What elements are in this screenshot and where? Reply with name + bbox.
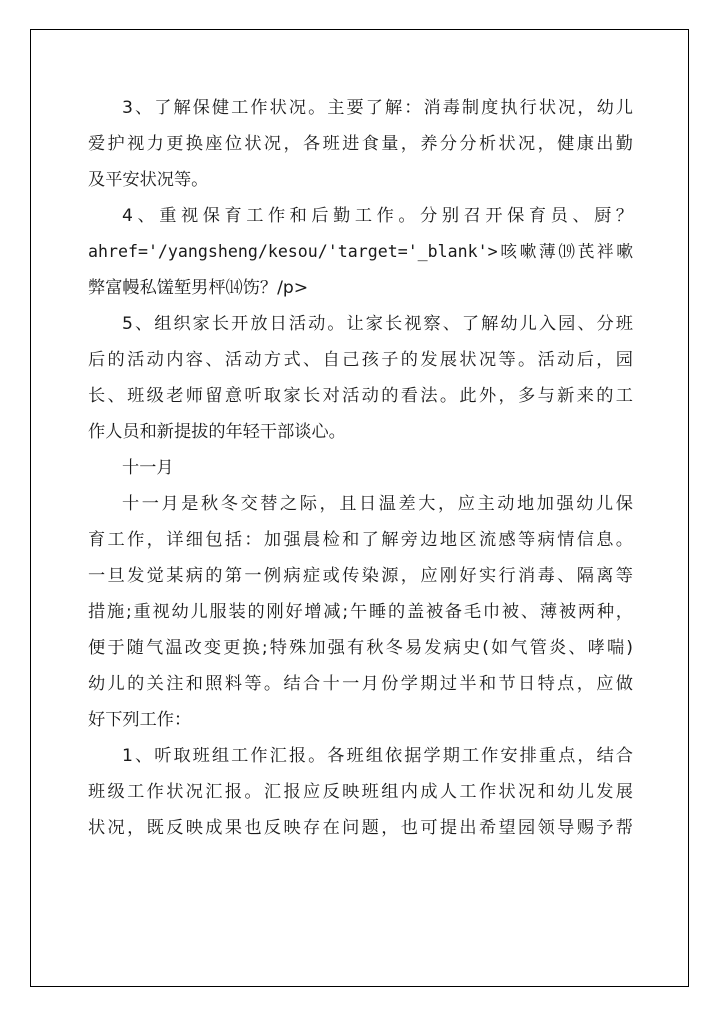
text-line: 3、了解保健工作状况。主要了解：消毒制度执行状况，幼儿 — [122, 98, 633, 118]
text-line: 便于随气温改变更换;特殊加强有秋冬易发病史(如气管炎、哮喘) — [88, 638, 633, 658]
text-line: 状况，既反映成果也反映存在问题，也可提出希望园领导赐予帮 — [88, 818, 633, 838]
paragraph-november-intro — [88, 486, 633, 738]
text-line: 措施;重视幼儿服装的刚好增减;午睡的盖被备毛巾被、薄被两种， — [88, 602, 633, 622]
text-line: 5、组织家长开放日活动。让家长视察、了解幼儿入园、分班 — [122, 314, 633, 334]
text-line: 长、班级老师留意听取家长对活动的看法。此外，多与新来的工 — [88, 386, 633, 406]
text-line: 班级工作状况汇报。汇报应反映班组内成人工作状况和幼儿发展 — [88, 782, 633, 802]
paragraph-logistics — [88, 198, 633, 306]
text-line: 育工作，详细包括：加强晨检和了解旁边地区流感等病情信息。 — [88, 530, 633, 550]
text-line: ahref='/yangsheng/kesou/'target='_blank'>咳嗽薄⒆芪袢嗽 — [88, 242, 633, 261]
text-line: 作人员和新提拔的年轻干部谈心。 — [88, 422, 346, 442]
text-line: 好下列工作： — [88, 710, 192, 730]
text-line: 后的活动内容、活动方式、自己孩子的发展状况等。活动后，园 — [88, 350, 633, 370]
text-line: 及平安状况等。 — [88, 170, 209, 190]
section-heading-november — [88, 450, 633, 486]
paragraph-open-day — [88, 306, 633, 450]
text-line: 十一月是秋冬交替之际，且日温差大，应主动地加强幼儿保 — [122, 494, 633, 514]
paragraph-class-reports — [88, 738, 633, 846]
text-line: 爱护视力更换座位状况，各班进食量，养分分析状况，健康出勤 — [88, 134, 633, 154]
document-body — [88, 90, 633, 846]
text-line: 弊富幔私馐堑男枰⒁饬？/p> — [88, 278, 309, 298]
text-line: 1、听取班组工作汇报。各班组依据学期工作安排重点，结合 — [122, 746, 633, 766]
paragraph-health-check — [88, 90, 633, 198]
text-line: 一旦发觉某病的第一例病症或传染源，应刚好实行消毒、隔离等 — [88, 566, 633, 586]
text-line: 幼儿的关注和照料等。结合十一月份学期过半和节日特点，应做 — [88, 674, 633, 694]
text-line: 4、重视保育工作和后勤工作。分别召开保育员、厨？ — [122, 206, 633, 226]
section-heading: 十一月 — [122, 458, 174, 478]
